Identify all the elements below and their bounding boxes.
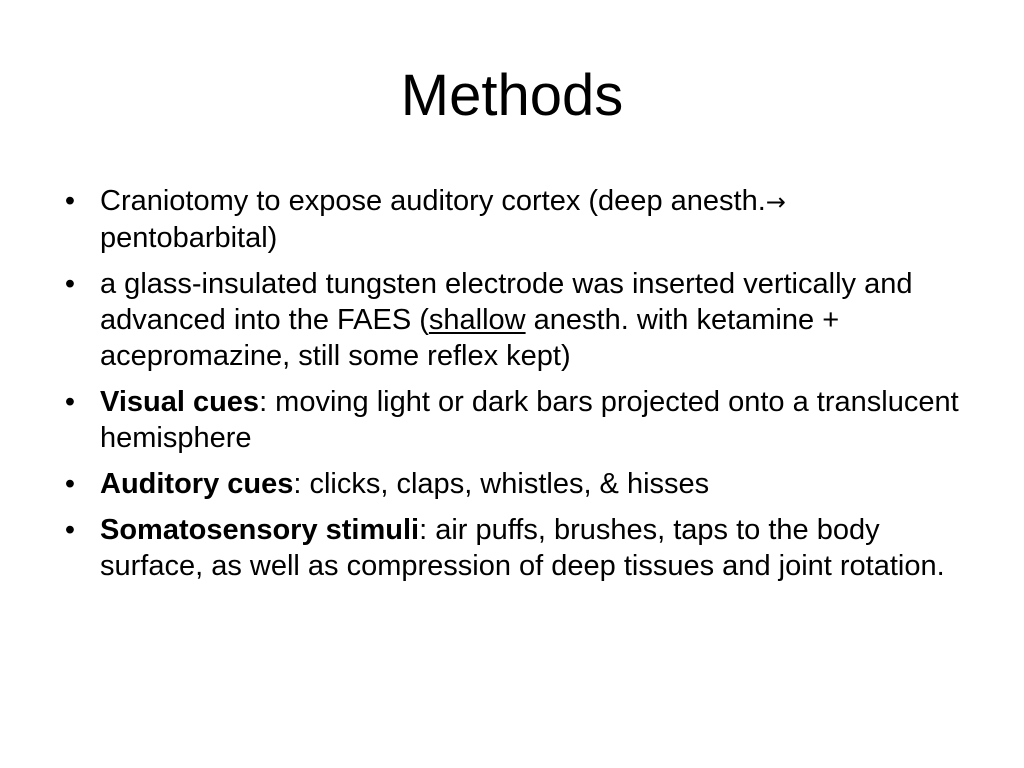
bullet-text-continued: anesth. with ketamine + acepromazine, still some reflex kept) <box>100 304 840 372</box>
bullet-text: : moving light or dark bars projected onto a translucent hemisphere <box>100 386 959 454</box>
bullet-electrode <box>60 266 960 374</box>
bullet-dot-icon: • <box>64 185 76 217</box>
bullet-text-continued: pentobarbital) <box>100 222 278 254</box>
bullet-text: a glass-insulated tungsten electrode was inserted vertically and advanced into the FAES ( <box>100 268 913 336</box>
bullet-auditory-cues <box>60 466 960 502</box>
bullet-visual-cues <box>60 384 960 456</box>
bullet-text: Craniotomy to expose auditory cortex (deep anesth. <box>100 185 766 217</box>
bullet-text: : air puffs, brushes, taps to the body surface, as well as compression of deep tissues and joint rotation. <box>100 514 945 582</box>
bullet-heading: Visual cues <box>100 386 260 418</box>
right-arrow-icon: → <box>765 188 786 216</box>
bullet-craniotomy <box>60 183 960 256</box>
bullet-somatosensory <box>60 512 960 584</box>
bullet-dot-icon: • <box>64 268 76 300</box>
bullet-list <box>60 183 960 594</box>
bullet-heading: Auditory cues <box>100 468 294 500</box>
bullet-heading: Somatosensory stimuli <box>100 514 420 546</box>
slide-title: Methods <box>400 63 624 128</box>
bullet-dot-icon: • <box>64 468 76 500</box>
bullet-dot-icon: • <box>64 514 76 546</box>
underlined-word: shallow <box>428 304 526 336</box>
bullet-text: : clicks, claps, whistles, & hisses <box>293 468 710 500</box>
bullet-dot-icon: • <box>64 386 76 418</box>
